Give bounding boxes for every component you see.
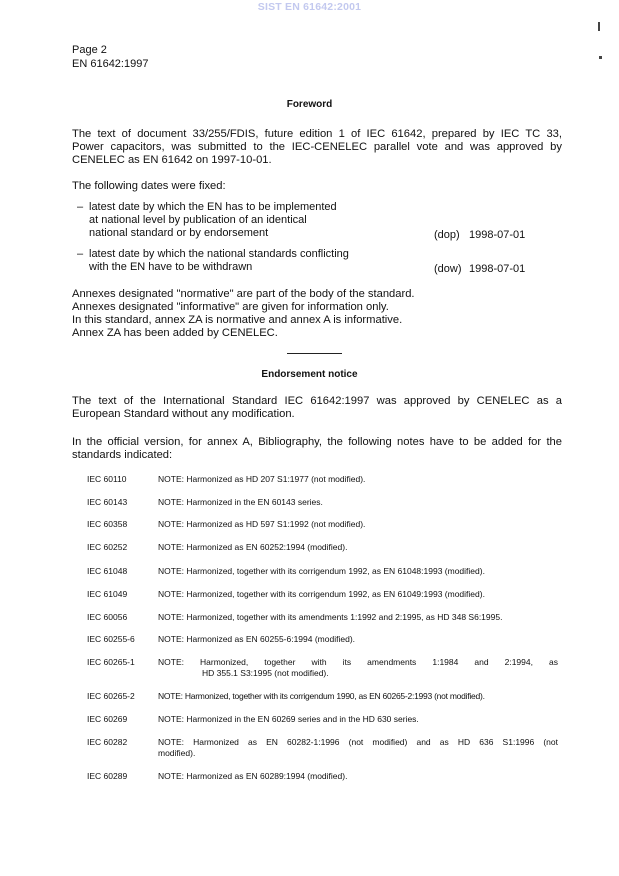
standard-ref: IEC 60358 (87, 519, 128, 529)
note-text: NOTE: Harmonized as HD 597 S1:1992 (not modified). (158, 519, 366, 529)
standard-ref: IEC 60265-1 (87, 657, 135, 667)
text-line: Annex ZA has been added by CENELEC. (72, 327, 278, 339)
date-code: (dow) (434, 263, 462, 275)
standard-ref: IEC 60282 (87, 737, 128, 747)
text-line: Power capacitors, was submitted to the IEC-CENELEC parallel vote and was approved by (72, 141, 562, 153)
note-text: NOTE: Harmonized as EN 60255-6:1994 (modified). (158, 634, 356, 644)
text-line: latest date by which the EN has to be implemented (89, 201, 337, 213)
text-line: latest date by which the national standards conflicting (89, 248, 349, 260)
note-text: NOTE: Harmonized, together with its corrigendum 1992, as EN 61049:1993 (modified). (158, 589, 485, 599)
foreword-title: Foreword (286, 99, 333, 110)
standard-ref: IEC 60269 (87, 714, 128, 724)
standard-ref: IEC 60110 (87, 474, 127, 484)
note-text: NOTE: Harmonized as EN 60289:1994 (modified). (158, 771, 348, 781)
dash-marker: – (77, 248, 84, 260)
text-line: European Standard without any modification. (72, 408, 295, 420)
scan-speck (598, 22, 600, 31)
note-text: NOTE: Harmonized, together with its corrigendum 1990, as EN 60265-2:1993 (not modified). (158, 691, 485, 701)
note-line: NOTE: Harmonized, together with its amendments 1:1984 and 2:1994, as (158, 657, 558, 667)
note-text (158, 657, 558, 679)
endorsement-text (72, 395, 562, 421)
text-line: Annexes designated "informative" are given for information only. (72, 301, 389, 313)
note-text: NOTE: Harmonized as HD 207 S1:1977 (not modified). (158, 474, 366, 484)
text-line: at national level by publication of an identical (89, 214, 307, 226)
standard-ref: IEC 60255-6 (87, 634, 135, 644)
standard-ref: IEC 61049 (87, 589, 128, 599)
date-item-dop (77, 201, 557, 241)
text-line: In this standard, annex ZA is normative and annex A is informative. (72, 314, 403, 326)
official-version-text (72, 436, 562, 462)
standard-ref: IEC 60252 (87, 542, 128, 552)
note-text (158, 737, 558, 759)
note-text: NOTE: Harmonized in the EN 60269 series and in the HD 630 series. (158, 714, 419, 724)
scan-speck (599, 56, 602, 59)
note-line: modified). (158, 748, 196, 758)
note-text: NOTE: Harmonized as EN 60252:1994 (modified). (158, 542, 348, 552)
text-line: CENELEC as EN 61642 on 1997-10-01. (72, 154, 272, 166)
date-value: 1998-07-01 (469, 263, 526, 275)
text-line: The text of document 33/255/FDIS, future edition 1 of IEC 61642, prepared by IEC TC 33, (72, 128, 562, 140)
text-line: with the EN have to be withdrawn (89, 261, 253, 273)
endorsement-title: Endorsement notice (261, 369, 358, 380)
foreword-intro (72, 128, 562, 167)
note-line: HD 355.1 S3:1995 (not modified). (202, 668, 329, 678)
annex-notes (72, 288, 562, 340)
dash-marker: – (77, 201, 84, 213)
dates-intro: The following dates were fixed: (72, 180, 226, 192)
note-text: NOTE: Harmonized in the EN 60143 series. (158, 497, 323, 507)
note-text: NOTE: Harmonized, together with its corrigendum 1992, as EN 61048:1993 (modified). (158, 566, 485, 576)
text-line: standards indicated: (72, 449, 173, 461)
standard-ref: IEC 60265-2 (87, 691, 135, 701)
date-item-dow (77, 248, 557, 276)
text-line: In the official version, for annex A, Bibliography, the following notes have to be added for the (72, 436, 562, 448)
watermark: SIST EN 61642:2001 (257, 1, 362, 13)
date-code: (dop) (434, 229, 460, 241)
standard-ref: IEC 61048 (87, 566, 128, 576)
text-line: national standard or by endorsement (89, 227, 269, 239)
standard-ref: IEC 60143 (87, 497, 128, 507)
date-value: 1998-07-01 (469, 229, 526, 241)
standard-ref: IEC 60056 (87, 612, 128, 622)
note-text: NOTE: Harmonized, together with its amendments 1:1992 and 2:1995, as HD 348 S6:1995. (158, 612, 503, 622)
note-line: NOTE: Harmonized as EN 60282-1:1996 (not modified) and as HD 636 S1:1996 (not (158, 737, 558, 747)
section-divider (287, 353, 342, 354)
page-number: Page 2 (72, 44, 107, 56)
standard-ref: IEC 60289 (87, 771, 128, 781)
standard-id: EN 61642:1997 (72, 58, 149, 70)
text-line: The text of the International Standard IEC 61642:1997 was approved by CENELEC as a (72, 395, 562, 407)
text-line: Annexes designated "normative" are part of the body of the standard. (72, 288, 415, 300)
